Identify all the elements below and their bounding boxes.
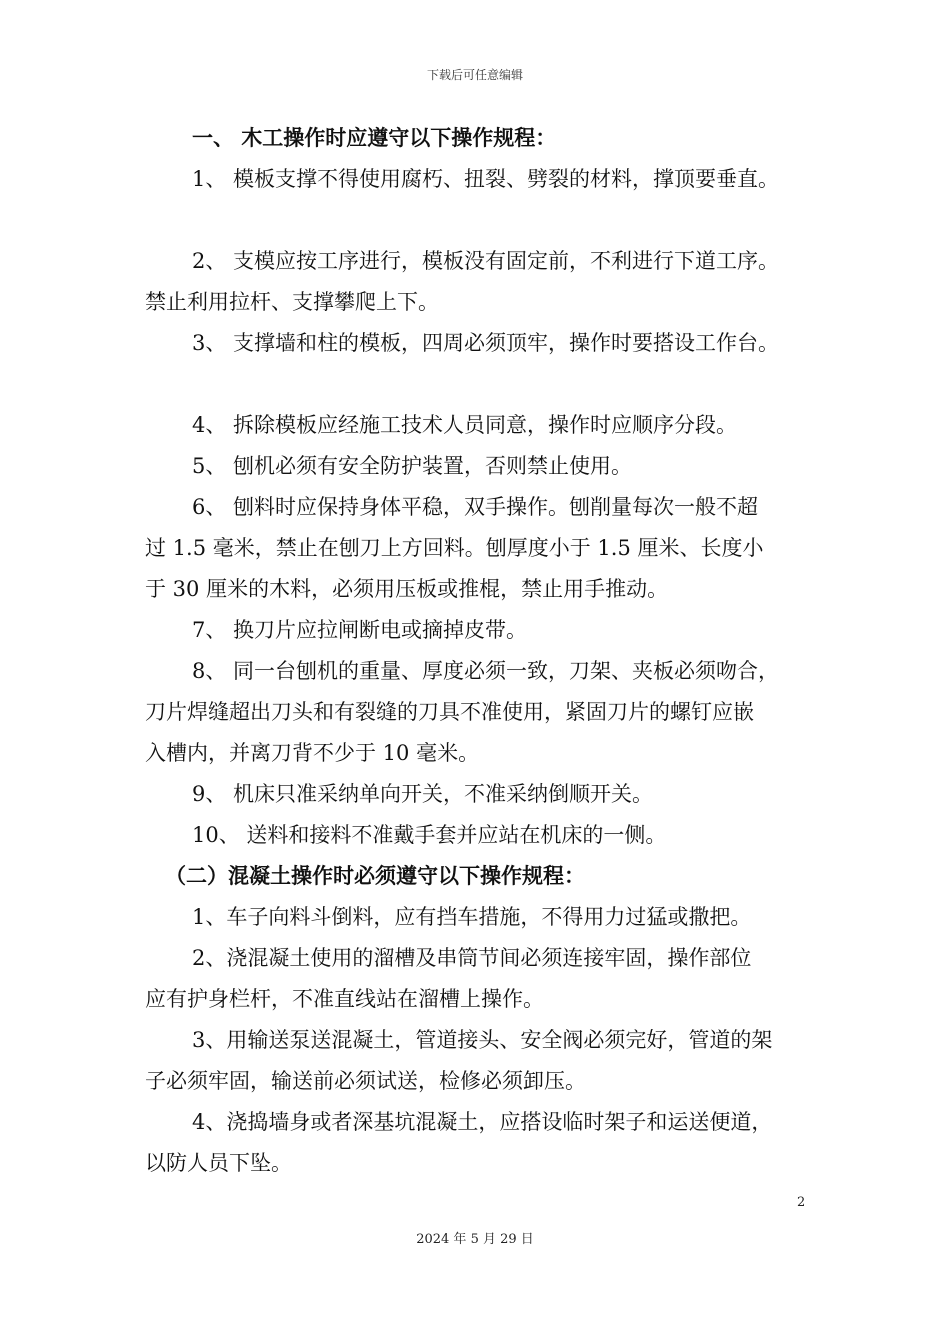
- document-body: [145, 118, 825, 1184]
- rule-line: 4、浇捣墙身或者深基坑混凝土，应搭设临时架子和运送便道，: [192, 1110, 773, 1134]
- rule-line: 于 30 厘米的木料，必须用压板或推棍，禁止用手推动。: [145, 577, 669, 601]
- rule-line: 子必须牢固，输送前必须试送，检修必须卸压。: [145, 1069, 586, 1093]
- page-footer-date: 2024 年 5 月 29 日: [416, 1232, 534, 1247]
- rule-line: 禁止利用拉杆、支撑攀爬上下。: [145, 290, 439, 314]
- rule-line: 1、 模板支撑不得使用腐朽、扭裂、劈裂的材料，撑顶要垂直。: [192, 167, 780, 191]
- rule-line: 2、 支模应按工序进行，模板没有固定前，不利进行下道工序。: [192, 249, 780, 273]
- rule-line: 8、 同一台刨机的重量、厚度必须一致，刀架、夹板必须吻合，: [192, 659, 780, 683]
- rule-line: 6、 刨料时应保持身体平稳，双手操作。刨削量每次一般不超: [192, 495, 759, 519]
- section-heading-concrete: （二）混凝土操作时必须遵守以下操作规程：: [165, 864, 585, 888]
- page-header: 下载后可任意编辑: [426, 68, 523, 82]
- rule-line: 4、 拆除模板应经施工技术人员同意，操作时应顺序分段。: [192, 413, 738, 437]
- rule-line: 9、 机床只准采纳单向开关，不准采纳倒顺开关。: [192, 782, 654, 806]
- rule-line: 入槽内，并离刀背不少于 10 毫米。: [145, 741, 480, 765]
- rule-line: 应有护身栏杆，不准直线站在溜槽上操作。: [145, 987, 544, 1011]
- rule-line: 3、 支撑墙和柱的模板，四周必须顶牢，操作时要搭设工作台。: [192, 331, 780, 355]
- rule-line: 5、 刨机必须有安全防护装置，否则禁止使用。: [192, 454, 633, 478]
- rule-line: 2、浇混凝土使用的溜槽及串筒节间必须连接牢固，操作部位: [192, 946, 752, 970]
- page-number: 2: [797, 1195, 806, 1210]
- rule-line: 以防人员下坠。: [145, 1151, 292, 1175]
- section-heading-carpentry: 一、 木工操作时应遵守以下操作规程：: [192, 126, 557, 150]
- rule-line: 过 1.5 毫米，禁止在刨刀上方回料。刨厚度小于 1.5 厘米、长度小: [145, 536, 764, 560]
- rule-line: 3、用输送泵送混凝土，管道接头、安全阀必须完好，管道的架: [192, 1028, 773, 1052]
- rule-line: 刀片焊缝超出刀头和有裂缝的刀具不准使用，紧固刀片的螺钉应嵌: [145, 700, 754, 724]
- rule-line: 1、车子向料斗倒料，应有挡车措施，不得用力过猛或撒把。: [192, 905, 752, 929]
- rule-line: 7、 换刀片应拉闸断电或摘掉皮带。: [192, 618, 528, 642]
- rule-line: 10、 送料和接料不准戴手套并应站在机床的一侧。: [192, 823, 667, 847]
